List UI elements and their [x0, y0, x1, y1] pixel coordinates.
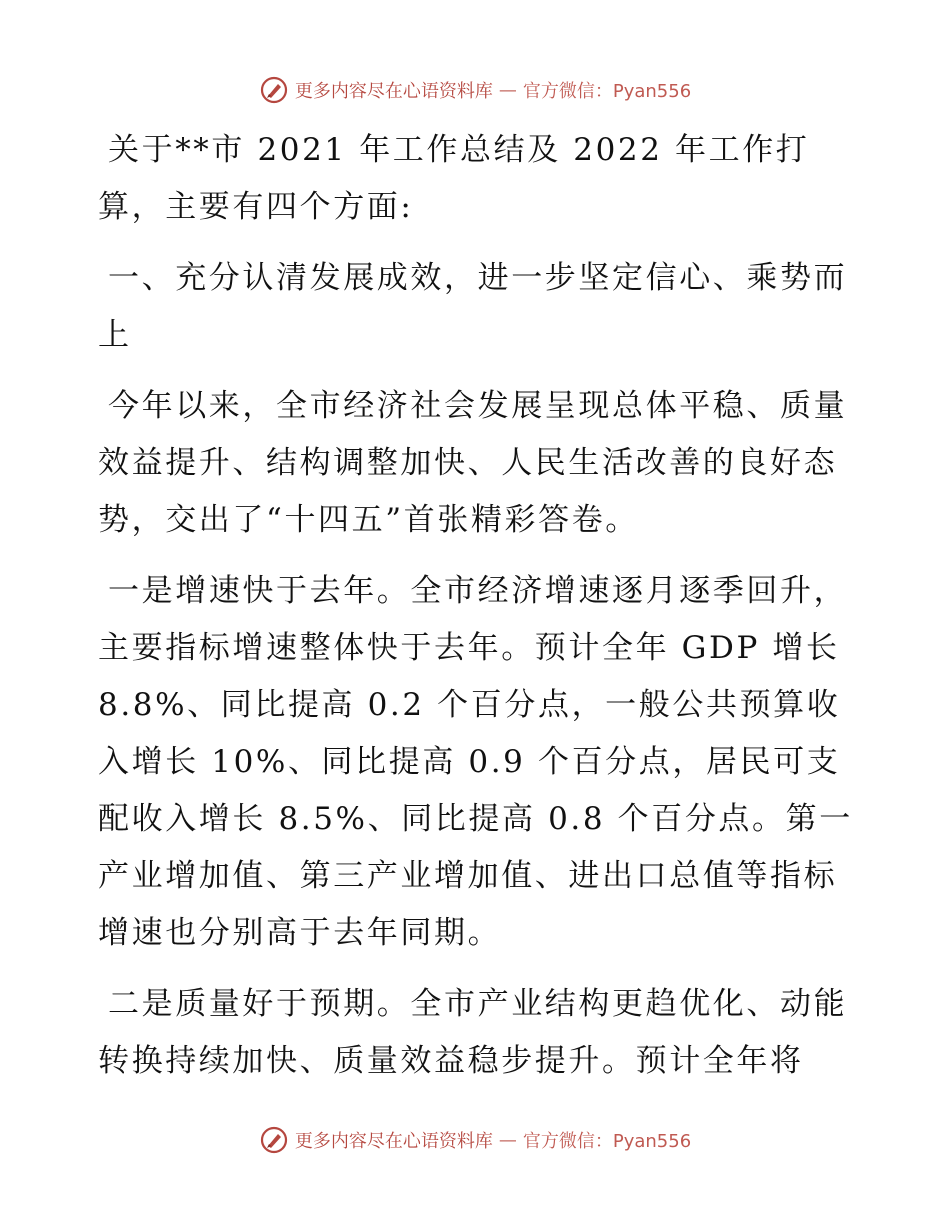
page-footer [0, 1120, 950, 1160]
watermark-banner [259, 1125, 691, 1155]
paragraph-quality: 二是质量好于预期。全市产业结构更趋优化、动能转换持续加快、质量效益稳步提升。预计全年将 [98, 986, 848, 1079]
brand-separator: — [498, 79, 517, 101]
watermark-banner [259, 75, 691, 105]
pen-logo-icon [259, 1125, 289, 1155]
brand-separator: — [498, 1129, 517, 1151]
section-heading: 一、充分认清发展成效，进一步坚定信心、乘势而上 [98, 260, 848, 353]
pen-logo-icon [259, 75, 289, 105]
paragraph-overview: 今年以来，全市经济社会发展呈现总体平稳、质量效益提升、结构调整加快、人民生活改善的良好态势，交出了“十四五”首张精彩答卷。 [98, 388, 848, 538]
paragraph-intro: 关于**市 2021 年工作总结及 2022 年工作打算，主要有四个方面: [98, 132, 810, 225]
contact-text: 官方微信：Pyan556 [522, 81, 692, 102]
page-header [0, 70, 950, 110]
paragraph-growth: 一是增速快于去年。全市经济增速逐月逐季回升，主要指标增速整体快于去年。预计全年 GDP 增长 8.8%、同比提高 0.2 个百分点，一般公共预算收入增长 10%、同比提高 0.9 个百分点，居民可支配收入增长 8.5%、同比提高 0.8 个百分点。第一产业增加值、第三产业增加值、进出口总值等指标增速也分别高于去年同期。 [98, 573, 853, 951]
brand-text: 更多内容尽在心语资料库 [294, 1131, 493, 1152]
document-body [98, 122, 856, 1104]
brand-text: 更多内容尽在心语资料库 [294, 81, 493, 102]
contact-text: 官方微信：Pyan556 [522, 1131, 692, 1152]
